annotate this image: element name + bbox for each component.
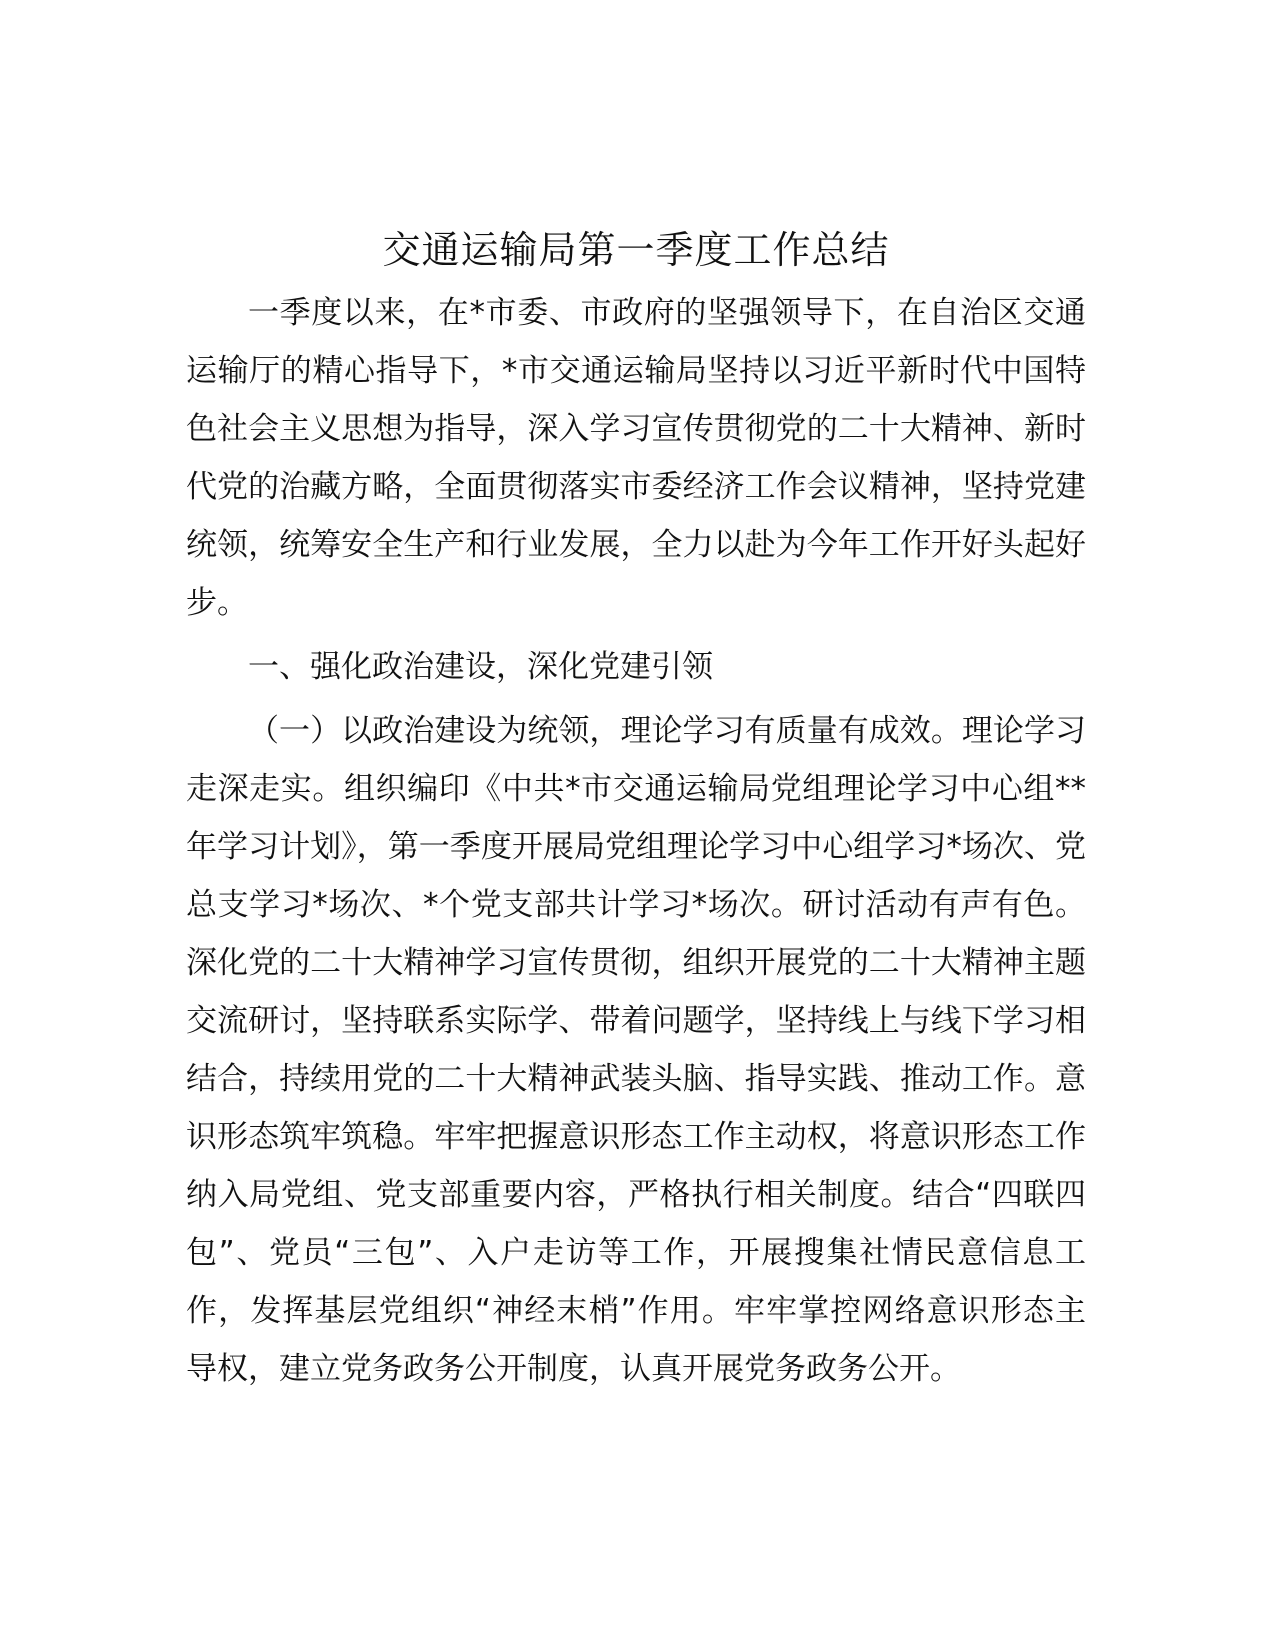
document-title: 交通运输局第一季度工作总结	[382, 228, 890, 272]
intro-paragraph: 一季度以来，在*市委、市政府的坚强领导下，在自治区交通运输厅的精心指导下，*市交通运输局坚持以习近平新时代中国特色社会主义思想为指导，深入学习宣传贯彻党的二十大精神、新时代党的治藏方略，全面贯彻落实市委经济工作会议精神，坚持党建统领，统筹安全生产和行业发展，全力以赴为今年工作开好头起好步。	[186, 295, 1086, 621]
document-body	[186, 222, 1086, 1404]
section-heading: 一、强化政治建设，深化党建引领	[248, 649, 713, 685]
section-paragraph: （一）以政治建设为统领，理论学习有质量有成效。理论学习走深走实。组织编印《中共*市交通运输局党组理论学习中心组**年学习计划》，第一季度开展局党组理论学习中心组学习*场次、党总支学习*场次、*个党支部共计学习*场次。研讨活动有声有色。深化党的二十大精神学习宣传贯彻，组织开展党的二十大精神主题交流研讨，坚持联系实际学、带着问题学，坚持线上与线下学习相结合，持续用党的二十大精神武装头脑、指导实践、推动工作。意识形态筑牢筑稳。牢牢把握意识形态工作主动权，将意识形态工作纳入局党组、党支部重要内容，严格执行相关制度。结合“四联四包”、党员“三包”、入户走访等工作，开展搜集社情民意信息工作，发挥基层党组织“神经末梢”作用。牢牢掌控网络意识形态主导权，建立党务政务公开制度，认真开展党务政务公开。	[186, 713, 1086, 1387]
